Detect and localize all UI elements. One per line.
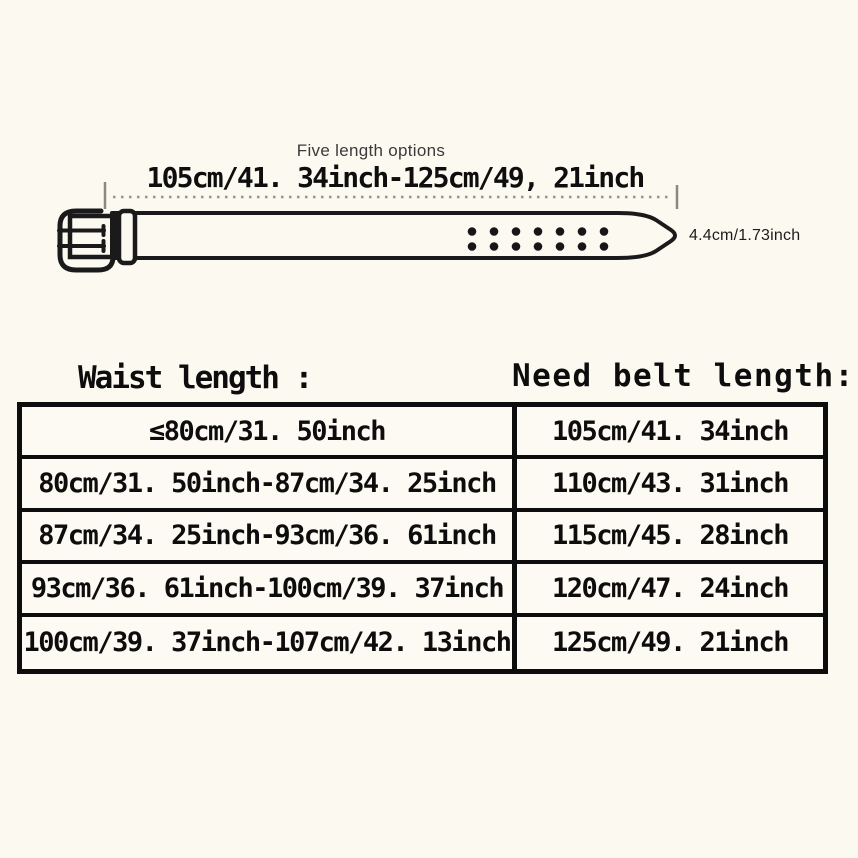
- size-table: [17, 402, 828, 674]
- belt-holes: [468, 227, 609, 251]
- waist-cell: 93cm/36. 61inch-100cm/39. 37inch: [22, 564, 512, 616]
- belt-cell: 125cm/49. 21inch: [512, 617, 823, 669]
- belt-keeper-loop: [119, 211, 135, 263]
- belt-strap: [112, 213, 675, 258]
- waist-cell: 87cm/34. 25inch-93cm/36. 61inch: [22, 512, 512, 564]
- diagram-title: Five length options: [296, 141, 446, 160]
- belt-cell: 120cm/47. 24inch: [512, 564, 823, 616]
- belt-cell: 110cm/43. 31inch: [512, 459, 823, 511]
- waist-cell: 100cm/39. 37inch-107cm/42. 13inch: [23, 627, 511, 659]
- belt-buckle: [59, 211, 115, 270]
- buckle-inner-frame: [70, 216, 115, 257]
- need-belt-length-header: Need belt length:: [512, 358, 855, 394]
- waist-cell: 80cm/31. 50inch-87cm/34. 25inch: [22, 459, 512, 511]
- belt-cell: 105cm/41. 34inch: [512, 407, 823, 459]
- waist-cell: ≤80cm/31. 50inch: [22, 407, 512, 459]
- dimension-line: [105, 182, 677, 209]
- belt-illustration: [0, 0, 858, 330]
- buckle-prongs: [59, 225, 104, 252]
- belt-cell: 115cm/45. 28inch: [512, 512, 823, 564]
- waist-length-header: Waist length :: [78, 360, 312, 396]
- belt-length-dimension-label: 105cm/41. 34inch-125cm/49, 21inch: [146, 161, 644, 194]
- belt-width-dimension-label: 4.4cm/1.73inch: [689, 227, 801, 244]
